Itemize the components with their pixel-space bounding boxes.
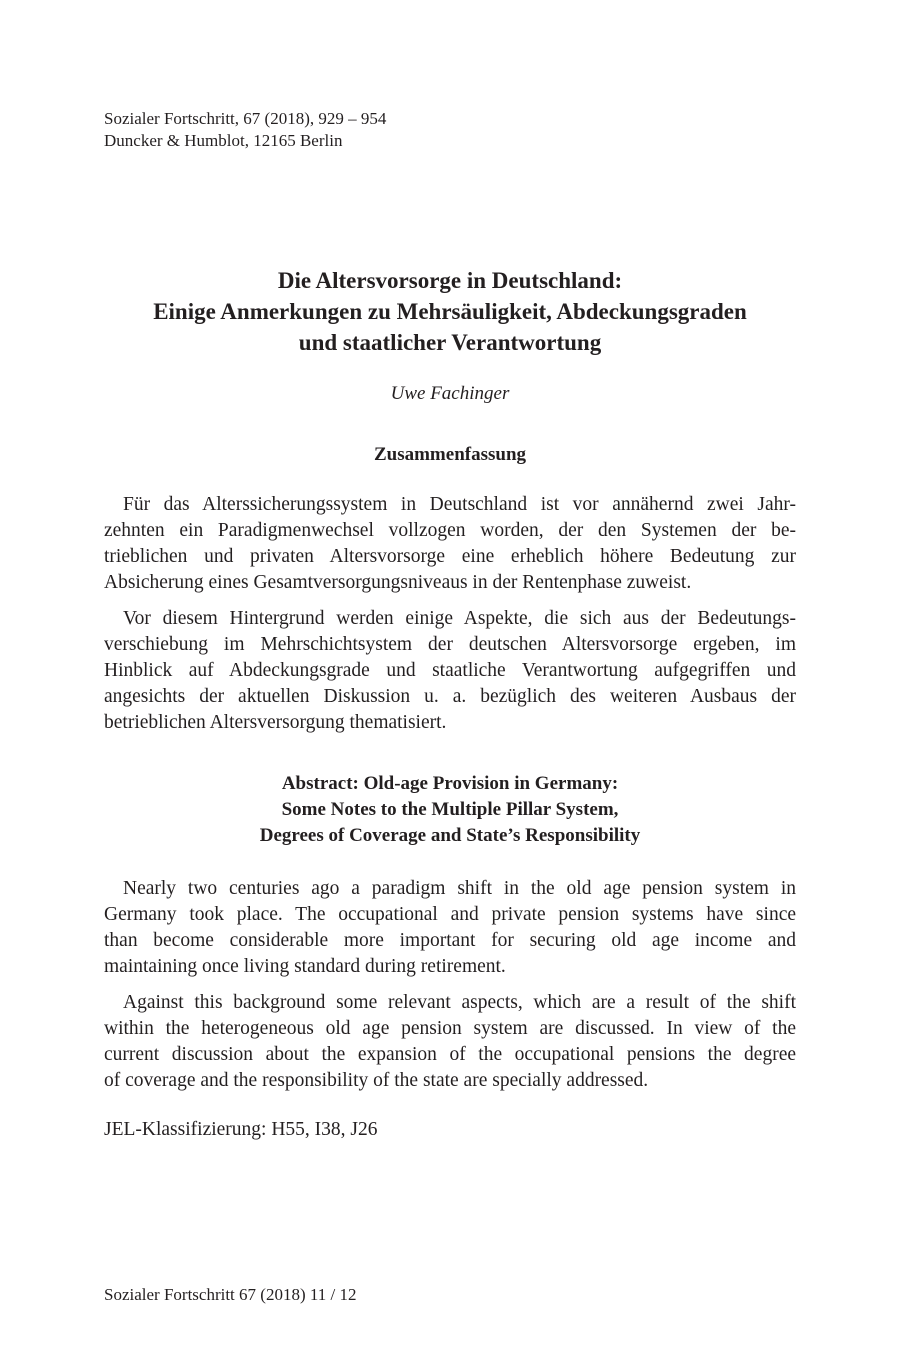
text-line: current discussion about the expansion of the occupational pensions the degree <box>104 1044 796 1065</box>
text-line: verschiebung im Mehrschichtsystem der deutschen Altersvorsorge ergeben, im <box>104 634 796 655</box>
text-line: Für das Alterssicherungssystem in Deutschland ist vor annähernd zwei Jahr- <box>123 494 796 515</box>
text-line: Hinblick auf Abdeckungsgrade und staatliche Verantwortung aufgegriffen und <box>104 660 796 681</box>
abstract-paragraph-2 <box>104 990 796 1094</box>
author-name: Uwe Fachinger <box>390 383 510 404</box>
zusammenfassung-paragraph-2 <box>104 606 796 736</box>
journal-header <box>104 108 386 152</box>
page-footer: Sozialer Fortschritt 67 (2018) 11 / 12 <box>104 1285 357 1304</box>
journal-citation: Sozialer Fortschritt, 67 (2018), 929 – 954 <box>104 109 387 128</box>
heading-line: Some Notes to the Multiple Pillar System, <box>281 799 619 820</box>
heading-line: Abstract: Old-age Provision in Germany: <box>281 773 619 794</box>
heading-line: Degrees of Coverage and State’s Responsibility <box>259 825 641 846</box>
text-line: Nearly two centuries ago a paradigm shift in the old age pension system in <box>123 878 796 899</box>
text-line: than become considerable more important for securing old age income and <box>104 930 796 951</box>
text-line: Vor diesem Hintergrund werden einige Aspekte, die sich aus der Bedeutungs- <box>123 608 796 629</box>
text-line: Against this background some relevant aspects, which are a result of the shift <box>123 992 796 1013</box>
abstract-paragraph-1 <box>104 876 796 980</box>
text-line: Germany took place. The occupational and private pension systems have since <box>104 904 796 925</box>
paper-title <box>60 265 840 358</box>
jel-classification: JEL-Klassifizierung: H55, I38, J26 <box>104 1119 378 1140</box>
text-line: zehnten ein Paradigmenwechsel vollzogen worden, der den Systemen der be- <box>104 520 796 541</box>
zusammenfassung-paragraph-1 <box>104 492 796 596</box>
publisher-line: Duncker & Humblot, 12165 Berlin <box>104 131 343 150</box>
text-line: betrieblichen Altersversorgung thematisiert. <box>104 712 447 733</box>
title-line: Die Altersvorsorge in Deutschland: <box>277 268 623 293</box>
title-line: Einige Anmerkungen zu Mehrsäuligkeit, Abdeckungsgraden <box>153 299 747 324</box>
heading-text: Zusammenfassung <box>373 444 527 465</box>
zusammenfassung-heading <box>0 442 900 468</box>
abstract-heading <box>0 771 900 849</box>
text-line: of coverage and the responsibility of the state are specially addressed. <box>104 1070 649 1091</box>
text-line: trieblichen und privaten Altersvorsorge eine erheblich höhere Bedeutung zur <box>104 546 796 567</box>
text-line: angesichts der aktuellen Diskussion u. a. bezüglich des weiteren Ausbaus der <box>104 686 796 707</box>
text-line: within the heterogeneous old age pension system are discussed. In view of the <box>104 1018 796 1039</box>
text-line: Absicherung eines Gesamtversorgungsniveaus in der Rentenphase zuweist. <box>104 572 692 593</box>
title-line: und staatlicher Verantwortung <box>298 330 602 355</box>
text-line: maintaining once living standard during retirement. <box>104 956 506 977</box>
